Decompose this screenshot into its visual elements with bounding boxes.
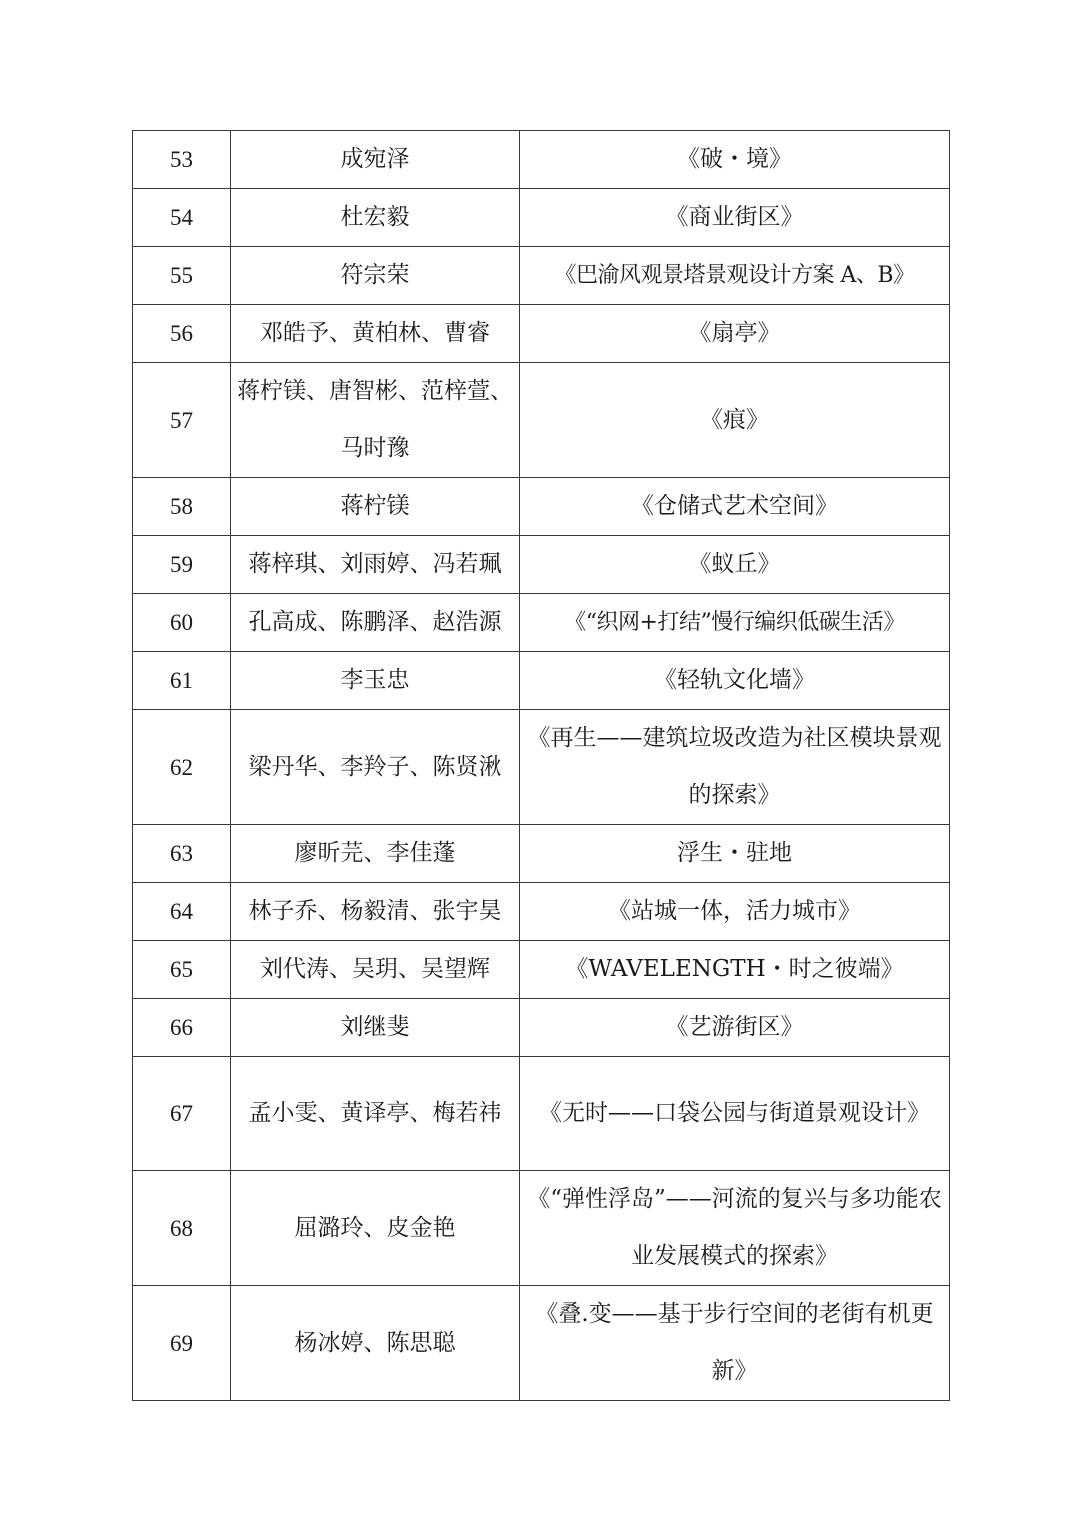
work-title: 《“织网+打结”慢行编织低碳生活》 <box>520 594 950 652</box>
row-number: 63 <box>133 825 231 883</box>
work-title: 《艺游街区》 <box>520 999 950 1057</box>
author-names: 蒋柠镁、唐智彬、范梓萱、马时豫 <box>231 363 520 478</box>
work-title: 《痕》 <box>520 363 950 478</box>
row-number: 54 <box>133 189 231 247</box>
author-names: 林子乔、杨毅清、张宇昊 <box>231 883 520 941</box>
table-row <box>133 883 950 941</box>
table-row <box>133 131 950 189</box>
work-title: 《站城一体，活力城市》 <box>520 883 950 941</box>
row-number: 57 <box>133 363 231 478</box>
row-number: 58 <box>133 478 231 536</box>
work-title: 《巴渝风观景塔景观设计方案 A、B》 <box>520 247 950 305</box>
row-number: 62 <box>133 710 231 825</box>
work-title: 《商业街区》 <box>520 189 950 247</box>
table-row <box>133 710 950 825</box>
author-names: 梁丹华、李羚子、陈贤湫 <box>231 710 520 825</box>
table-row <box>133 1286 950 1401</box>
work-title: 《破・境》 <box>520 131 950 189</box>
row-number: 55 <box>133 247 231 305</box>
table-row <box>133 652 950 710</box>
row-number: 65 <box>133 941 231 999</box>
author-names: 孟小雯、黄译亭、梅若祎 <box>231 1057 520 1171</box>
author-names: 邓皓予、黄柏林、曹睿 <box>231 305 520 363</box>
award-list-table <box>132 130 950 1401</box>
row-number: 67 <box>133 1057 231 1171</box>
work-title: 《无时——口袋公园与街道景观设计》 <box>520 1057 950 1171</box>
table-row <box>133 999 950 1057</box>
author-names: 廖昕芫、李佳蓬 <box>231 825 520 883</box>
table-row <box>133 536 950 594</box>
row-number: 53 <box>133 131 231 189</box>
row-number: 64 <box>133 883 231 941</box>
work-title: 《仓储式艺术空间》 <box>520 478 950 536</box>
row-number: 68 <box>133 1171 231 1286</box>
work-title: 《扇亭》 <box>520 305 950 363</box>
work-title: 《轻轨文化墙》 <box>520 652 950 710</box>
table-row <box>133 1171 950 1286</box>
author-names: 屈潞玲、皮金艳 <box>231 1171 520 1286</box>
table-row <box>133 247 950 305</box>
author-names: 杜宏毅 <box>231 189 520 247</box>
table-row <box>133 305 950 363</box>
work-title: 《WAVELENGTH・时之彼端》 <box>520 941 950 999</box>
author-names: 杨冰婷、陈思聪 <box>231 1286 520 1401</box>
row-number: 61 <box>133 652 231 710</box>
work-title: 《再生——建筑垃圾改造为社区模块景观的探索》 <box>520 710 950 825</box>
row-number: 56 <box>133 305 231 363</box>
work-title: 《叠.变——基于步行空间的老街有机更新》 <box>520 1286 950 1401</box>
author-names: 刘继斐 <box>231 999 520 1057</box>
author-names: 蒋柠镁 <box>231 478 520 536</box>
row-number: 60 <box>133 594 231 652</box>
author-names: 蒋梓琪、刘雨婷、冯若珮 <box>231 536 520 594</box>
work-title: 浮生・驻地 <box>520 825 950 883</box>
work-title: 《蚁丘》 <box>520 536 950 594</box>
author-names: 李玉忠 <box>231 652 520 710</box>
table-row <box>133 594 950 652</box>
author-names: 孔高成、陈鹏泽、赵浩源 <box>231 594 520 652</box>
author-names: 符宗荣 <box>231 247 520 305</box>
row-number: 59 <box>133 536 231 594</box>
table-row <box>133 941 950 999</box>
row-number: 66 <box>133 999 231 1057</box>
table-row <box>133 1057 950 1171</box>
table-row <box>133 478 950 536</box>
author-names: 刘代涛、吴玥、吴望辉 <box>231 941 520 999</box>
table-row <box>133 363 950 478</box>
table-row <box>133 189 950 247</box>
author-names: 成宛泽 <box>231 131 520 189</box>
work-title: 《“弹性浮岛”——河流的复兴与多功能农业发展模式的探索》 <box>520 1171 950 1286</box>
table-row <box>133 825 950 883</box>
row-number: 69 <box>133 1286 231 1401</box>
